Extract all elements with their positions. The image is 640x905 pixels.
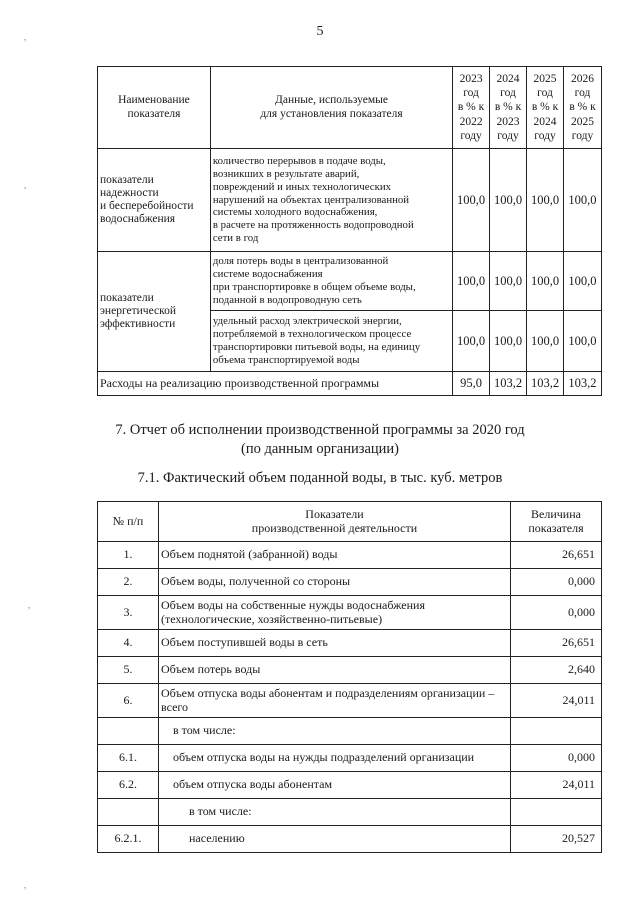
indicator-reliability: показатели надежности и бесперебойности водоснабжения bbox=[98, 149, 211, 252]
row-num: 6. bbox=[98, 684, 159, 718]
value-cell: 100,0 bbox=[453, 252, 490, 311]
table-row bbox=[98, 718, 602, 745]
header-indicator: Показатели производственной деятельности bbox=[159, 502, 511, 542]
table-row bbox=[98, 745, 602, 772]
indicator-data: удельный расход электрической энергии, потребляемой в технологическом процессе транспортировки питьевой воды, на единицу объема транспортируемой воды bbox=[210, 311, 452, 372]
value-cell: 103,2 bbox=[490, 372, 527, 396]
row-num: 6.2.1. bbox=[98, 826, 159, 853]
table-row bbox=[98, 826, 602, 853]
indicator-energy-efficiency: показатели энергетической эффективности bbox=[98, 252, 211, 372]
scan-mark: , bbox=[24, 180, 27, 190]
header-num: № п/п bbox=[98, 502, 159, 542]
header-value: Величина показателя bbox=[511, 502, 602, 542]
table-row bbox=[98, 630, 602, 657]
value-cell: 100,0 bbox=[453, 149, 490, 252]
value-cell: 103,2 bbox=[527, 372, 564, 396]
row-num: 4. bbox=[98, 630, 159, 657]
row-value: 26,651 bbox=[511, 630, 602, 657]
value-cell: 100,0 bbox=[490, 149, 527, 252]
value-cell: 100,0 bbox=[527, 311, 564, 372]
row-name: объем отпуска воды на нужды подразделений организации bbox=[159, 745, 511, 772]
page-number: 5 bbox=[316, 24, 324, 39]
row-value bbox=[511, 718, 602, 745]
row-value: 24,011 bbox=[511, 684, 602, 718]
table-row bbox=[98, 772, 602, 799]
row-name: Объем воды на собственные нужды водоснабжения (технологические, хозяйственно-питьевые) bbox=[159, 596, 511, 630]
value-cell: 95,0 bbox=[453, 372, 490, 396]
table-row bbox=[98, 596, 602, 630]
row-num: 5. bbox=[98, 657, 159, 684]
subsection-title: 7.1. Фактический объем поданной воды, в тыс. куб. метров bbox=[137, 470, 503, 486]
row-value: 0,000 bbox=[511, 745, 602, 772]
table-row bbox=[98, 149, 602, 252]
row-value: 2,640 bbox=[511, 657, 602, 684]
row-num bbox=[98, 799, 159, 826]
indicator-data: доля потерь воды в централизованной системе водоснабжения при транспортировке в общем объеме воды, поданной в водопроводную сеть bbox=[210, 252, 452, 311]
value-cell: 100,0 bbox=[453, 311, 490, 372]
table-row bbox=[98, 252, 602, 311]
header-indicator-name: Наименование показателя bbox=[98, 67, 211, 149]
header-year-2023: 2023 год в % к 2022 году bbox=[453, 67, 490, 149]
table-row bbox=[98, 657, 602, 684]
value-cell: 100,0 bbox=[527, 252, 564, 311]
row-num: 2. bbox=[98, 569, 159, 596]
table-row bbox=[98, 569, 602, 596]
scan-mark: , bbox=[24, 880, 27, 890]
row-value: 26,651 bbox=[511, 542, 602, 569]
row-num bbox=[98, 718, 159, 745]
value-cell: 100,0 bbox=[563, 311, 601, 372]
value-cell: 100,0 bbox=[563, 149, 601, 252]
table-row bbox=[98, 542, 602, 569]
table2-header-row bbox=[98, 502, 602, 542]
row-value: 24,011 bbox=[511, 772, 602, 799]
scan-mark: , bbox=[24, 32, 27, 42]
water-volume-table bbox=[97, 501, 602, 853]
row-name: объем отпуска воды абонентам bbox=[159, 772, 511, 799]
row-num: 1. bbox=[98, 542, 159, 569]
row-value: 0,000 bbox=[511, 596, 602, 630]
row-name: Объем потерь воды bbox=[159, 657, 511, 684]
row-name: Объем отпуска воды абонентам и подразделениям организации – всего bbox=[159, 684, 511, 718]
value-cell: 103,2 bbox=[563, 372, 601, 396]
total-row bbox=[98, 372, 602, 396]
header-year-2026: 2026 год в % к 2025 году bbox=[563, 67, 601, 149]
row-value: 0,000 bbox=[511, 569, 602, 596]
row-name: Объем поступившей воды в сеть bbox=[159, 630, 511, 657]
header-year-2024: 2024 год в % к 2023 году bbox=[490, 67, 527, 149]
table-row bbox=[98, 684, 602, 718]
row-name: населению bbox=[159, 826, 511, 853]
value-cell: 100,0 bbox=[490, 252, 527, 311]
indicator-data: количество перерывов в подаче воды, возникших в результате аварий, повреждений и иных технологических нарушений на объектах централизованной системы холодного водоснабжения, в расчете на протяженность водопроводной сети в год bbox=[210, 149, 452, 252]
table1-header-row bbox=[98, 67, 602, 149]
row-name: в том числе: bbox=[159, 799, 511, 826]
row-num: 6.1. bbox=[98, 745, 159, 772]
row-num: 6.2. bbox=[98, 772, 159, 799]
header-year-2025: 2025 год в % к 2024 году bbox=[527, 67, 564, 149]
value-cell: 100,0 bbox=[563, 252, 601, 311]
total-label: Расходы на реализацию производственной программы bbox=[98, 372, 453, 396]
row-value bbox=[511, 799, 602, 826]
row-name: Объем воды, полученной со стороны bbox=[159, 569, 511, 596]
header-data-used: Данные, используемые для установления показателя bbox=[210, 67, 452, 149]
scan-mark: , bbox=[28, 600, 31, 610]
value-cell: 100,0 bbox=[527, 149, 564, 252]
row-num: 3. bbox=[98, 596, 159, 630]
row-value: 20,527 bbox=[511, 826, 602, 853]
table-row bbox=[98, 799, 602, 826]
row-name: в том числе: bbox=[159, 718, 511, 745]
section-title: 7. Отчет об исполнении производственной программы за 2020 год (по данным организации) bbox=[115, 422, 525, 457]
row-name: Объем поднятой (забранной) воды bbox=[159, 542, 511, 569]
value-cell: 100,0 bbox=[490, 311, 527, 372]
indicators-table bbox=[97, 66, 602, 396]
